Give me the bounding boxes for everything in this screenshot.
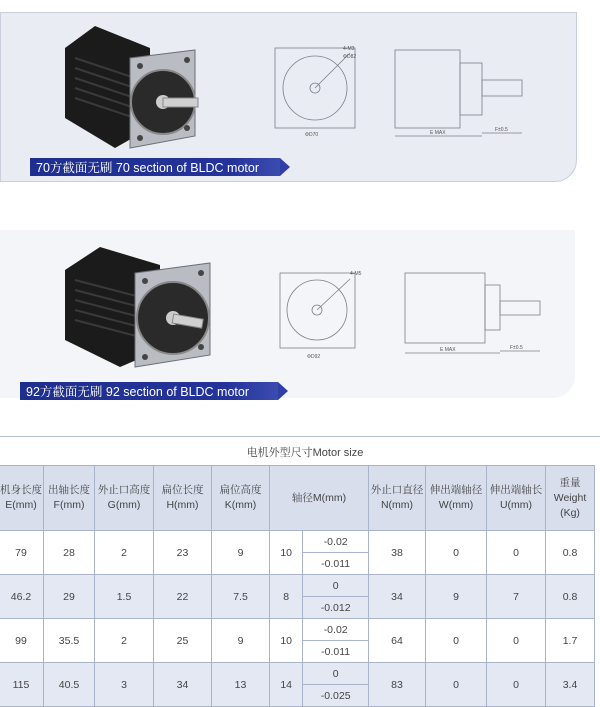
cell-M: 10 xyxy=(270,531,303,575)
cell-M: 14 xyxy=(270,663,303,707)
cell-K: 9 xyxy=(212,531,270,575)
cell-M: 8 xyxy=(270,575,303,619)
drawing-label: 4-M3 xyxy=(343,46,355,52)
cell-N: 34 xyxy=(369,575,426,619)
header-label: 轴径M(mm) xyxy=(291,491,347,504)
section-caption-92: 92方截面无刷 92 section of BLDC motor xyxy=(20,382,278,400)
cell-tol-lower: -0.011 xyxy=(303,553,369,575)
cell-F: 40.5 xyxy=(44,663,95,707)
header-N xyxy=(369,466,426,531)
table-row xyxy=(0,531,595,553)
cell-G: 3 xyxy=(95,663,154,707)
header-G xyxy=(95,466,154,531)
cell-H: 22 xyxy=(154,575,212,619)
cell-U: 0 xyxy=(487,531,546,575)
table-row xyxy=(0,663,595,685)
motor-92-drawing xyxy=(265,265,550,365)
cell-tol-lower: -0.025 xyxy=(303,685,369,707)
header-label: 出轴长度 F(mm) xyxy=(48,484,90,511)
drawing-label: F±0.5 xyxy=(495,127,508,133)
drawing-label: F±0.5 xyxy=(510,345,523,351)
header-label: 扁位高度 K(mm) xyxy=(219,484,262,511)
header-label: 机身长度 E(mm) xyxy=(0,484,42,511)
cell-W: 9 xyxy=(426,575,487,619)
drawing-label: ΦD70 xyxy=(305,132,319,138)
table-title: 电机外型尺寸Motor size xyxy=(246,447,364,459)
header-M xyxy=(270,466,369,531)
header-label: 伸出端轴长 U(mm) xyxy=(489,484,543,511)
table-top-rule xyxy=(0,436,600,437)
header-label: 扁位长度 H(mm) xyxy=(161,484,204,511)
cell-tol-lower: -0.011 xyxy=(303,641,369,663)
cell-K: 7.5 xyxy=(212,575,270,619)
drawing-label: 4-M5 xyxy=(350,271,362,277)
section-caption-70: 70方截面无刷 70 section of BLDC motor xyxy=(30,158,280,176)
table-row xyxy=(0,619,595,641)
cell-H: 23 xyxy=(154,531,212,575)
header-K xyxy=(212,466,270,531)
cell-U: 0 xyxy=(487,619,546,663)
cell-H: 25 xyxy=(154,619,212,663)
header-weight xyxy=(546,466,595,531)
cell-G: 1.5 xyxy=(95,575,154,619)
header-label: 外止口直径 N(mm) xyxy=(370,484,424,511)
header-E xyxy=(0,466,44,531)
cell-weight: 3.4 xyxy=(546,663,595,707)
cell-K: 9 xyxy=(212,619,270,663)
cell-G: 2 xyxy=(95,531,154,575)
header-label: 外止口高度 G(mm) xyxy=(97,484,151,511)
motor-70-drawing xyxy=(265,28,535,143)
cell-E: 99 xyxy=(0,619,44,663)
cell-H: 34 xyxy=(154,663,212,707)
motor-92-photo xyxy=(55,235,225,375)
cell-N: 64 xyxy=(369,619,426,663)
cell-G: 2 xyxy=(95,619,154,663)
cell-weight: 0.8 xyxy=(546,531,595,575)
header-F xyxy=(44,466,95,531)
table-row xyxy=(0,575,595,597)
cell-U: 0 xyxy=(487,663,546,707)
cell-W: 0 xyxy=(426,531,487,575)
drawing-label: E MAX xyxy=(430,130,446,136)
drawing-label: ΦD82 xyxy=(343,54,357,60)
header-label: 重量 Weight (Kg) xyxy=(553,476,587,519)
cell-E: 79 xyxy=(0,531,44,575)
cell-tol-upper: 0 xyxy=(303,575,369,597)
cell-tol-upper: -0.02 xyxy=(303,619,369,641)
drawing-label: ΦD92 xyxy=(307,354,321,360)
cell-M: 10 xyxy=(270,619,303,663)
header-U xyxy=(487,466,546,531)
cell-E: 46.2 xyxy=(0,575,44,619)
cell-E: 115 xyxy=(0,663,44,707)
cell-weight: 1.7 xyxy=(546,619,595,663)
drawing-label: E MAX xyxy=(440,347,456,353)
motor-70-photo xyxy=(55,18,215,158)
motor-size-table xyxy=(0,465,595,707)
cell-tol-lower: -0.012 xyxy=(303,597,369,619)
header-label: 伸出端轴径 W(mm) xyxy=(429,484,483,511)
cell-F: 29 xyxy=(44,575,95,619)
cell-N: 83 xyxy=(369,663,426,707)
cell-W: 0 xyxy=(426,663,487,707)
cell-U: 7 xyxy=(487,575,546,619)
cell-N: 38 xyxy=(369,531,426,575)
cell-weight: 0.8 xyxy=(546,575,595,619)
cell-tol-upper: 0 xyxy=(303,663,369,685)
header-W xyxy=(426,466,487,531)
cell-K: 13 xyxy=(212,663,270,707)
cell-W: 0 xyxy=(426,619,487,663)
header-H xyxy=(154,466,212,531)
cell-tol-upper: -0.02 xyxy=(303,531,369,553)
cell-F: 35.5 xyxy=(44,619,95,663)
cell-F: 28 xyxy=(44,531,95,575)
